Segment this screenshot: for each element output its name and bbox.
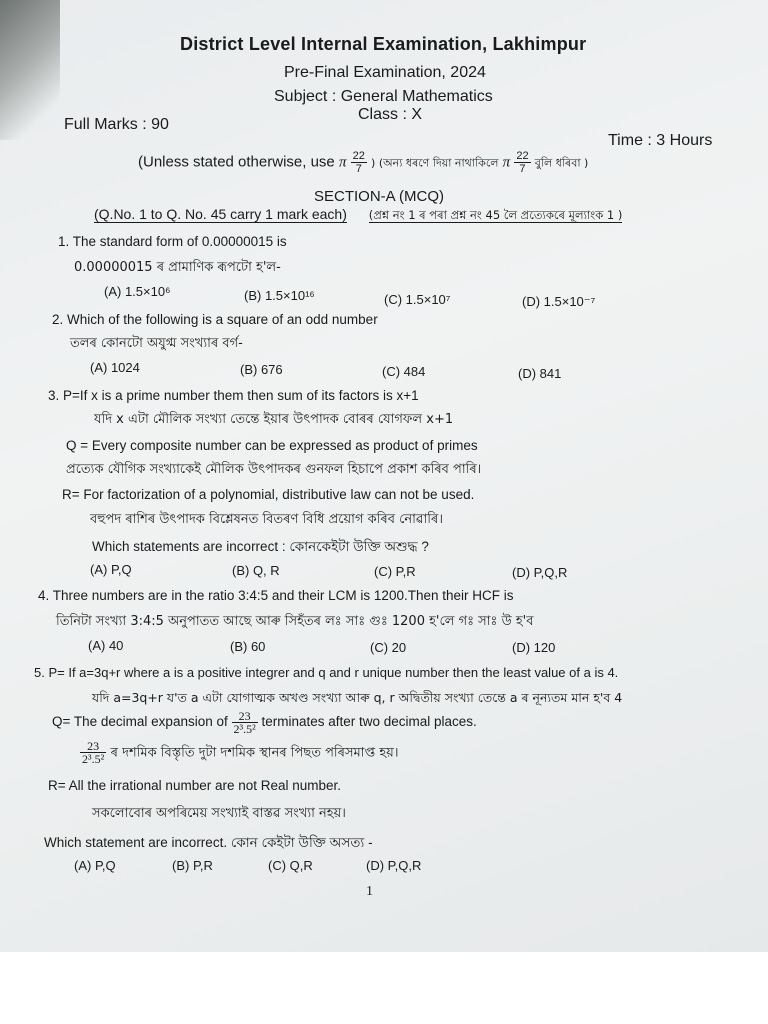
q2-option-c: (C) 484: [382, 364, 426, 379]
q3-option-b: (B) Q, R: [232, 563, 280, 578]
question-3-statement-q: Q = Every composite number can be expressed as product of primes: [66, 438, 478, 453]
question-3-ask: Which statements are incorrect : কোনকেইটা উক্তি অশুদ্ধ ?: [92, 539, 429, 554]
question-2-text: 2. Which of the following is a square of an odd number: [52, 312, 378, 327]
pi-denominator: 7: [355, 163, 362, 175]
question-5-statement-q: [52, 710, 477, 735]
q5-fraction-bn: [80, 740, 106, 765]
question-4-text: 4. Three numbers are in the ratio 3:4:5 and their LCM is 1200.Then their HCF is: [38, 588, 514, 603]
pi-fraction: [351, 150, 367, 175]
question-4-text-bn: তিনিটা সংখ্যা 3:4:5 অনুপাতত আছে আৰু সিহঁতৰ লঃ সাঃ গুঃ 1200 হ'লে গঃ সাঃ উ হ'ব: [56, 614, 534, 629]
q5-numerator-bn: 23: [80, 740, 106, 753]
q2-option-a: (A) 1024: [90, 360, 140, 375]
question-2-text-bn: তলৰ কোনটো অযুগ্ম সংখ্যাৰ বৰ্গ-: [70, 336, 243, 351]
page-number: 1: [366, 884, 373, 899]
q3-option-c: (C) P,R: [374, 564, 416, 579]
q5-option-b: (B) P,R: [172, 858, 213, 873]
question-5-statement-r-bn: সকলোবোৰ অপৰিমেয় সংখ্যাই বাস্তৱ সংখ্যা নহয়।: [92, 806, 346, 821]
class-line: Class : X: [358, 106, 423, 123]
question-5-ask: Which statement are incorrect. কোন কেইটা উক্তি অসত্য -: [44, 835, 373, 850]
time-allowed: Time : 3 Hours: [608, 132, 713, 149]
q5-option-c: (C) Q,R: [268, 858, 313, 873]
pi-note-en: (Unless stated otherwise, use: [138, 153, 335, 171]
q4-option-c: (C) 20: [370, 640, 407, 655]
q2-option-b: (B) 676: [240, 362, 283, 377]
q4-option-b: (B) 60: [230, 639, 266, 654]
full-marks: Full Marks : 90: [64, 116, 169, 133]
q5-denominator: 2³.5²: [233, 722, 256, 736]
q5-denominator-bn: 2³.5²: [82, 752, 105, 766]
q5-q-text-post: terminates after two decimal places.: [261, 714, 477, 730]
exam-title: District Level Internal Examination, Lakhimpur: [180, 34, 587, 54]
exam-name: Pre-Final Examination, 2024: [284, 64, 486, 81]
pi-numerator: 22: [352, 150, 365, 162]
q5-q-text-pre: Q= The decimal expansion of: [52, 714, 228, 730]
question-3-statement-r: R= For factorization of a polynomial, distributive law can not be used.: [62, 487, 475, 502]
corner-shadow: [0, 0, 60, 140]
q3-option-d: (D) P,Q,R: [512, 565, 568, 580]
pi-note: [138, 150, 588, 175]
q5-q-bn-text: ৰ দশমিক বিস্তৃতি দুটা দশমিক স্থানৰ পিছত পৰিসমাপ্ত হয়।: [110, 745, 399, 761]
question-3-statement-r-bn: বহুপদ ৰাশিৰ উৎপাদক বিশ্লেষনত বিতৰণ বিধি প্ৰয়োগ কৰিব নোৱাৰি।: [90, 512, 443, 527]
subject-line: Subject : General Mathematics: [274, 88, 493, 105]
question-1-text-bn: 0.00000015 ৰ প্ৰামাণিক ৰূপটো হ'ল-: [74, 260, 281, 275]
question-3-statement-p: 3. P=If x is a prime number them then sum of its factors is x+1: [48, 388, 419, 403]
pi-note-bn: ) (অন্য ধৰণে দিয়া নাথাকিলে: [371, 156, 499, 170]
pi-denominator-2: 7: [519, 163, 526, 175]
question-3-statement-q-bn: প্ৰত্যেক যৌগিক সংখ্যাকেই মৌলিক উৎপাদকৰ গুনফল হিচাপে প্ৰকাশ কৰিব পাৰি।: [66, 462, 482, 477]
q1-option-b: (B) 1.5×10¹⁶: [244, 288, 315, 303]
q5-option-a: (A) P,Q: [74, 858, 116, 873]
question-1-text: 1. The standard form of 0.00000015 is: [58, 234, 287, 249]
q2-option-d: (D) 841: [518, 366, 562, 381]
q4-option-d: (D) 120: [512, 640, 556, 655]
q5-numerator: 23: [232, 710, 258, 723]
q5-option-d: (D) P,Q,R: [366, 858, 422, 873]
q1-option-c: (C) 1.5×10⁷: [384, 292, 451, 307]
pi-symbol: π: [338, 154, 347, 171]
marks-note-bn: (প্ৰশ্ন নং 1 ৰ পৰা প্ৰশ্ন নং 45 লৈ প্ৰত্যেকৰে মূল্যাংক 1 ): [368, 208, 623, 222]
marks-note: [94, 206, 622, 226]
question-5-statement-p: 5. P= If a=3q+r where a is a positive integrer and q and r unique number then the least value of a is 4.: [34, 665, 619, 680]
pi-note-bn-end: বুলি ধৰিবা ): [534, 156, 589, 170]
q4-option-a: (A) 40: [88, 638, 124, 653]
q3-option-a: (A) P,Q: [90, 562, 132, 577]
q5-fraction: [232, 710, 258, 735]
section-heading: SECTION-A (MCQ): [314, 188, 444, 205]
question-5-statement-r: R= All the irrational number are not Real number.: [48, 778, 342, 793]
pi-fraction-2: [514, 150, 530, 175]
q1-option-a: (A) 1.5×10⁶: [104, 284, 171, 299]
q1-option-d: (D) 1.5×10⁻⁷: [522, 294, 596, 309]
question-3-statement-p-bn: যদি x এটা মৌলিক সংখ্যা তেন্তে ইয়াৰ উৎপাদক বোৰৰ যোগফল x+1: [94, 412, 454, 427]
question-5-statement-p-bn: যদি a=3q+r য'ত a এটা যোগাত্মক অখণ্ড সংখ্যা আৰু q, r অদ্বিতীয় সংখ্যা তেন্তে a ৰ নূন্যতম মান হ'ব 4: [92, 690, 623, 705]
pi-symbol-2: π: [502, 154, 511, 171]
pi-numerator-2: 22: [516, 150, 529, 162]
marks-note-en: (Q.No. 1 to Q. No. 45 carry 1 mark each): [94, 206, 347, 222]
question-5-statement-q-bn: [80, 740, 399, 765]
